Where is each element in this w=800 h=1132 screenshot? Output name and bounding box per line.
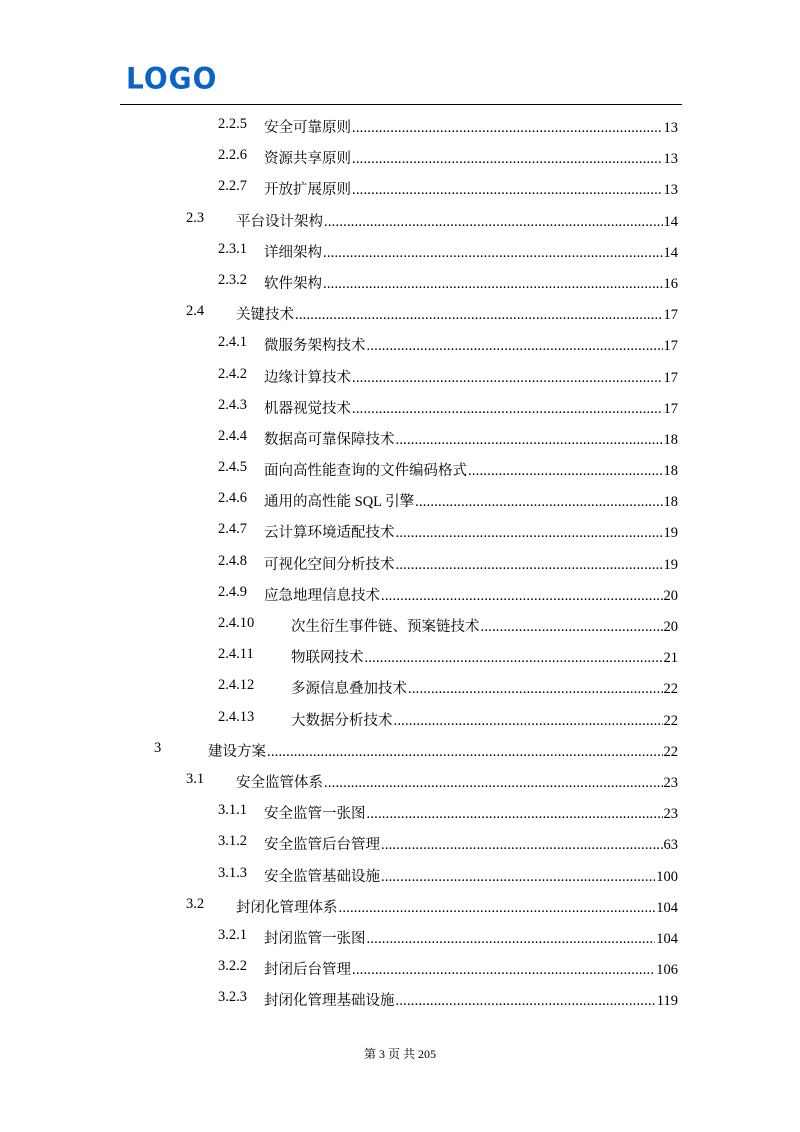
toc-entry[interactable] xyxy=(0,702,800,733)
toc-entry-title: 多源信息叠加技术 xyxy=(291,681,407,698)
toc-dot-leader xyxy=(267,744,663,761)
toc-entry-title: 云计算环境适配技术 xyxy=(264,525,395,542)
toc-entry-title: 封闭后台管理 xyxy=(264,962,351,979)
toc-entry-number: 2.4 xyxy=(186,303,205,320)
toc-entry-number: 3.2.1 xyxy=(218,926,247,943)
toc-dot-leader xyxy=(323,245,663,262)
toc-entry-number: 2.4.3 xyxy=(218,396,247,413)
toc-entry[interactable] xyxy=(0,577,800,608)
table-of-contents xyxy=(0,109,800,1013)
toc-entry[interactable] xyxy=(0,920,800,951)
toc-entry[interactable] xyxy=(0,546,800,577)
toc-dot-leader xyxy=(367,931,656,948)
toc-dot-leader xyxy=(396,993,656,1010)
toc-entry[interactable] xyxy=(0,889,800,920)
toc-entry[interactable] xyxy=(0,296,800,327)
toc-entry-page: 13 xyxy=(663,182,678,199)
toc-entry-number: 2.4.7 xyxy=(218,521,247,538)
toc-entry[interactable] xyxy=(0,390,800,421)
toc-dot-leader xyxy=(295,307,663,324)
toc-entry-page: 20 xyxy=(663,619,678,635)
toc-entry-page: 16 xyxy=(663,275,678,292)
toc-dot-leader xyxy=(352,962,655,979)
toc-entry-title: 封闭化管理体系 xyxy=(236,899,338,916)
toc-entry-title: 软件架构 xyxy=(264,275,322,292)
toc-entry-title: 开放扩展原则 xyxy=(264,182,351,199)
toc-entry-page: 13 xyxy=(663,151,678,168)
header-rule xyxy=(120,104,682,105)
toc-entry-page: 22 xyxy=(663,743,678,760)
toc-entry-title: 边缘计算技术 xyxy=(264,369,351,386)
toc-entry-page: 17 xyxy=(663,338,678,355)
toc-entry-page: 18 xyxy=(663,431,678,448)
toc-entry-title: 数据高可靠保障技术 xyxy=(264,431,395,448)
toc-entry[interactable] xyxy=(0,234,800,265)
toc-entry-number: 3.1 xyxy=(186,770,205,787)
toc-entry-number: 2.3 xyxy=(186,209,205,226)
toc-entry[interactable] xyxy=(0,327,800,358)
toc-entry[interactable] xyxy=(0,764,800,795)
toc-entry-number: 3.1.2 xyxy=(218,833,247,850)
toc-entry[interactable] xyxy=(0,608,800,639)
toc-dot-leader xyxy=(352,401,663,418)
toc-entry-page: 14 xyxy=(663,213,678,230)
toc-entry-page: 100 xyxy=(656,868,678,885)
toc-entry[interactable] xyxy=(0,359,800,390)
toc-entry[interactable] xyxy=(0,951,800,982)
toc-entry-number: 3.1.1 xyxy=(218,802,247,819)
toc-entry-number: 2.4.6 xyxy=(218,490,247,507)
toc-entry-number: 2.4.5 xyxy=(218,459,247,476)
toc-entry-number: 2.2.5 xyxy=(218,116,247,132)
toc-entry-page: 17 xyxy=(663,369,678,386)
toc-entry-page: 22 xyxy=(663,712,678,729)
toc-entry-page: 14 xyxy=(663,244,678,261)
toc-entry[interactable] xyxy=(0,452,800,483)
toc-entry[interactable] xyxy=(0,639,800,670)
toc-entry-title: 建设方案 xyxy=(208,743,266,760)
toc-dot-leader xyxy=(396,525,663,542)
toc-entry[interactable] xyxy=(0,483,800,514)
toc-entry-title: 安全可靠原则 xyxy=(264,120,351,136)
toc-entry-number: 2.4.8 xyxy=(218,552,247,569)
toc-entry-page: 19 xyxy=(663,525,678,542)
toc-entry-page: 23 xyxy=(663,774,678,791)
toc-entry-number: 2.4.2 xyxy=(218,365,247,382)
toc-entry-number: 2.4.12 xyxy=(218,677,255,694)
toc-entry-page: 63 xyxy=(663,837,678,854)
toc-entry-page: 13 xyxy=(663,120,678,136)
toc-dot-leader xyxy=(468,463,663,480)
toc-entry-page: 20 xyxy=(663,587,678,604)
toc-dot-leader xyxy=(323,276,663,293)
toc-entry-number: 2.4.10 xyxy=(218,615,255,631)
toc-entry-number: 2.3.2 xyxy=(218,271,247,288)
toc-dot-leader xyxy=(367,806,663,823)
toc-entry-number: 3.2 xyxy=(186,895,205,912)
toc-entry-number: 3.2.3 xyxy=(218,989,247,1006)
toc-dot-leader xyxy=(408,681,663,698)
toc-entry-number: 3 xyxy=(154,739,162,756)
toc-entry-title: 封闭化管理基础设施 xyxy=(264,993,395,1010)
toc-entry[interactable] xyxy=(0,982,800,1013)
toc-entry[interactable] xyxy=(0,203,800,234)
toc-entry-number: 3.2.2 xyxy=(218,958,247,975)
toc-dot-leader xyxy=(324,775,663,792)
toc-dot-leader xyxy=(352,370,663,387)
toc-entry-title: 安全监管后台管理 xyxy=(264,837,380,854)
toc-entry-page: 106 xyxy=(656,962,678,979)
toc-entry-title: 机器视觉技术 xyxy=(264,400,351,417)
toc-dot-leader xyxy=(365,650,663,667)
toc-dot-leader xyxy=(396,432,663,449)
toc-dot-leader xyxy=(381,869,655,886)
toc-entry-title: 通用的高性能 SQL 引擎 xyxy=(264,494,415,511)
page-footer: 第 3 页 共 205 xyxy=(363,1047,436,1061)
toc-entry-title: 面向高性能查询的文件编码格式 xyxy=(264,463,467,480)
toc-dot-leader xyxy=(415,494,662,511)
toc-dot-leader xyxy=(324,214,663,231)
toc-entry[interactable] xyxy=(0,109,800,140)
toc-entry-number: 3.1.3 xyxy=(218,864,247,881)
toc-dot-leader xyxy=(367,338,663,355)
toc-entry-title: 资源共享原则 xyxy=(264,151,351,168)
toc-entry-title: 微服务架构技术 xyxy=(264,338,366,355)
toc-entry-page: 119 xyxy=(656,993,678,1010)
toc-entry-page: 17 xyxy=(663,307,678,324)
toc-dot-leader xyxy=(396,557,663,574)
toc-entry-number: 2.4.13 xyxy=(218,708,255,725)
toc-entry[interactable] xyxy=(0,421,800,452)
toc-dot-leader xyxy=(481,619,663,636)
toc-entry[interactable] xyxy=(0,171,800,202)
toc-entry-title: 大数据分析技术 xyxy=(291,712,393,729)
toc-entry-title: 安全监管基础设施 xyxy=(264,868,380,885)
toc-entry-title: 次生衍生事件链、预案链技术 xyxy=(291,619,480,635)
toc-entry-number: 2.4.11 xyxy=(218,646,254,663)
toc-entry-title: 物联网技术 xyxy=(291,650,364,667)
toc-entry-number: 2.3.1 xyxy=(218,240,247,257)
toc-entry-page: 18 xyxy=(663,463,678,480)
toc-entry-title: 应急地理信息技术 xyxy=(264,587,380,604)
toc-dot-leader xyxy=(352,120,663,137)
toc-entry[interactable] xyxy=(0,140,800,171)
toc-entry-title: 可视化空间分析技术 xyxy=(264,556,395,573)
toc-entry-page: 17 xyxy=(663,400,678,417)
toc-dot-leader xyxy=(394,713,663,730)
toc-entry-title: 安全监管体系 xyxy=(236,774,323,791)
toc-entry-number: 2.4.9 xyxy=(218,583,247,600)
toc-entry-page: 19 xyxy=(663,556,678,573)
toc-entry[interactable] xyxy=(0,733,800,764)
toc-entry-title: 安全监管一张图 xyxy=(264,806,366,823)
toc-entry-page: 23 xyxy=(663,806,678,823)
toc-entry[interactable] xyxy=(0,826,800,857)
toc-entry-page: 104 xyxy=(656,930,678,947)
toc-entry[interactable] xyxy=(0,265,800,296)
toc-entry-page: 18 xyxy=(663,494,678,511)
toc-dot-leader xyxy=(381,588,663,605)
toc-entry-title: 关键技术 xyxy=(236,307,294,324)
toc-dot-leader xyxy=(352,151,663,168)
toc-dot-leader xyxy=(352,182,663,199)
toc-dot-leader xyxy=(381,837,663,854)
toc-entry-page: 22 xyxy=(663,681,678,698)
toc-entry[interactable] xyxy=(0,670,800,701)
toc-entry[interactable] xyxy=(0,795,800,826)
toc-entry-page: 104 xyxy=(656,899,678,916)
toc-entry-number: 2.4.4 xyxy=(218,427,247,444)
toc-entry[interactable] xyxy=(0,514,800,545)
toc-entry[interactable] xyxy=(0,858,800,889)
toc-entry-number: 2.2.6 xyxy=(218,147,247,164)
logo: LOGO xyxy=(126,61,218,96)
toc-entry-title: 封闭监管一张图 xyxy=(264,930,366,947)
toc-entry-number: 2.4.1 xyxy=(218,334,247,351)
toc-entry-title: 详细架构 xyxy=(264,244,322,261)
toc-dot-leader xyxy=(339,900,656,917)
toc-entry-number: 2.2.7 xyxy=(218,178,247,195)
toc-entry-title: 平台设计架构 xyxy=(236,213,323,230)
toc-entry-page: 21 xyxy=(663,650,678,667)
